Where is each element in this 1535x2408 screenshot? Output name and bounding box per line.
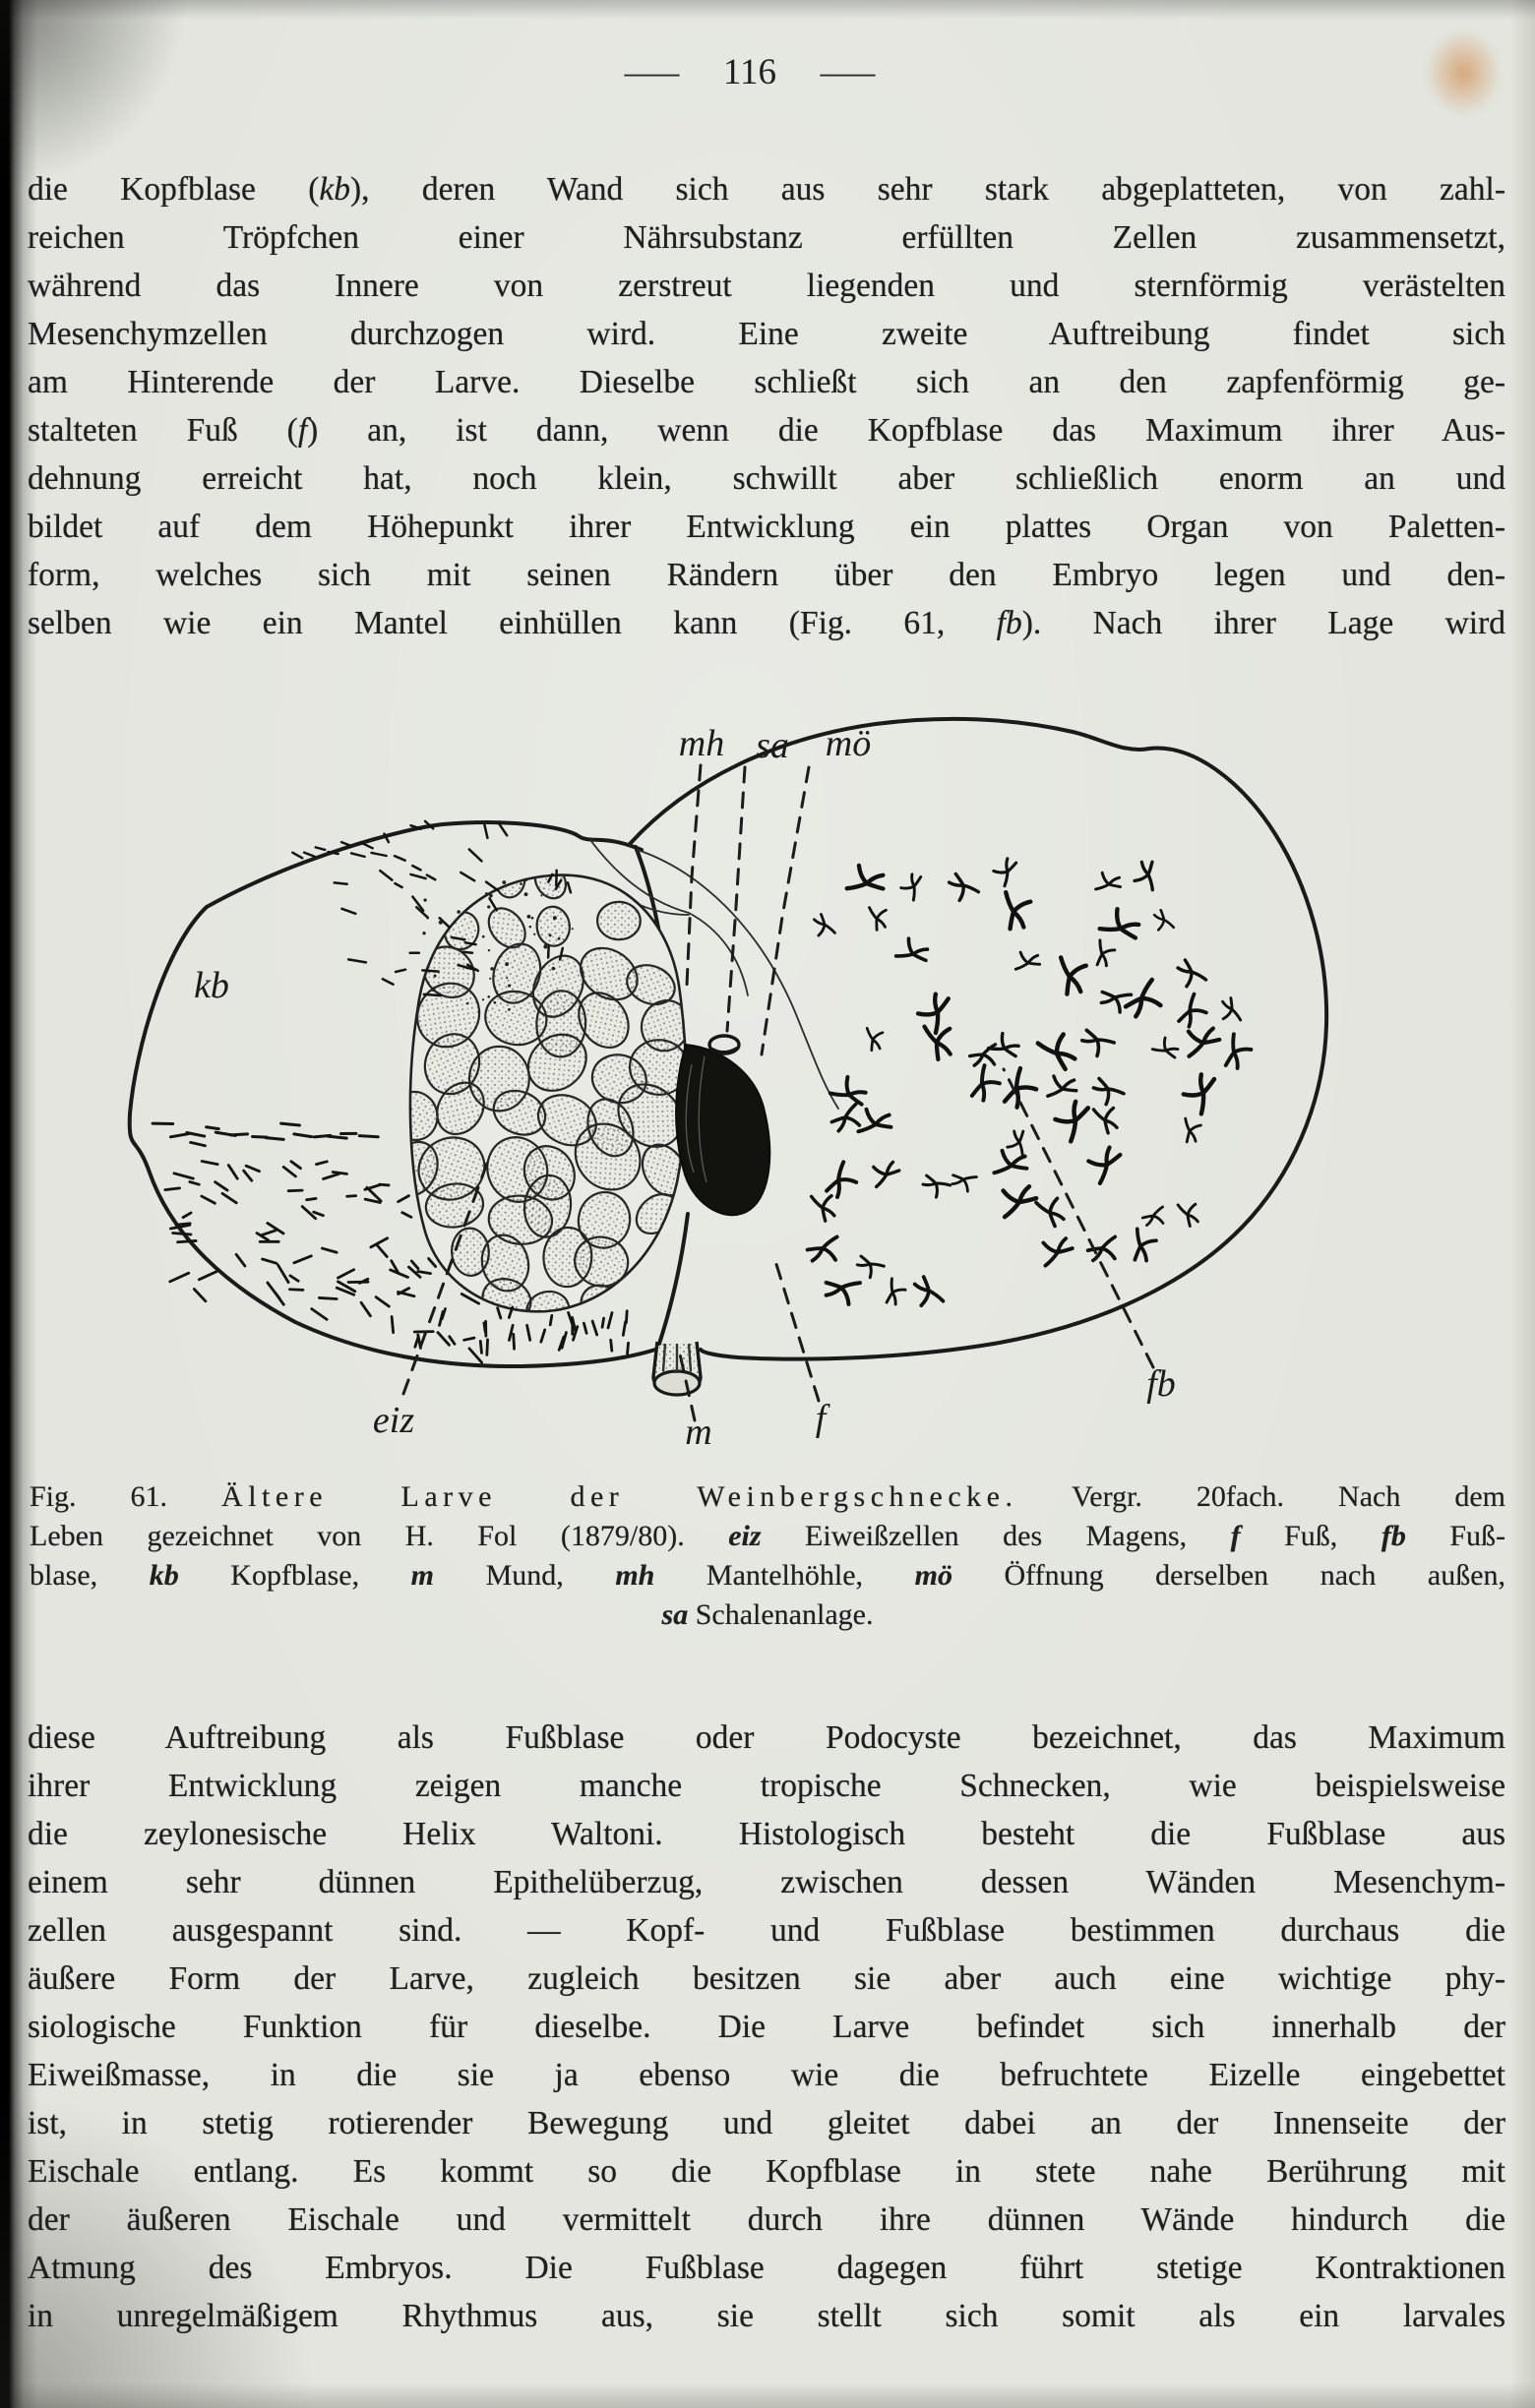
page-header [0, 51, 1500, 93]
paragraph-upper: die Kopfblase (kb), deren Wand sich aus sehr stark abgeplatteten, von zahl- reichen Tröpfchen einer Nährsubstanz erfüllten Zellen zusammensetzt, während das Innere von zerstreut liegenden und sternförmig verästelten Mesenchymzellen durchzogen wird. Eine zweite Auftreibung findet sich am Hinterende der Larve. Dieselbe schließt sich an den zapfenförmig ge- stalteten Fuß (f) an, ist dann, wenn die Kopfblase das Maximum ihrer Aus- dehnung erreicht hat, noch klein, schwillt aber schließlich enorm an und bildet auf dem Höhepunkt ihrer Entwicklung ein plattes Organ von Paletten- form, welches sich mit seinen Rändern über den Embryo legen und den- selben wie ein Mantel einhüllen kann (Fig. 61, fb). Nach ihrer Lage wird [28, 171, 1506, 641]
larva-drawing [0, 661, 1535, 1448]
paragraph-lower: diese Auftreibung als Fußblase oder Podocyste bezeichnet, das Maximum ihrer Entwicklung zeigen manche tropische Schnecken, wie beispielsweise die zeylonesische Helix Waltoni. Histologisch besteht die Fußblase aus einem sehr dünnen Epithelüberzug, zwischen dessen Wänden Mesenchym- zellen ausgespannt sind. — Kopf- und Fußblase bestimmen durchaus die äußere Form der Larve, zugleich besitzen sie aber auch eine wichtige phy- siologische Funktion für dieselbe. Die Larve befindet sich innerhalb der Eiweißmasse, in die sie ja ebenso wie die befruchtete Eizelle eingebettet ist, in stetig rotierender Bewegung und gleitet dabei an der Innenseite der Eischale entlang. Es kommt so die Kopfblase in stete nahe Berührung mit der äußeren Eischale und vermittelt durch ihre dünnen Wände hindurch die Atmung des Embryos. Die Fußblase dagegen führt stetige Kontraktionen in unregelmäßigem Rhythmus aus, sie stellt sich somit als ein larvales [28, 1719, 1505, 2334]
header-dash-left: — [624, 52, 680, 92]
page-number: 116 [722, 52, 777, 92]
label-fb: fb [1146, 1363, 1176, 1405]
label-f: f [815, 1398, 827, 1439]
label-eiz: eiz [372, 1400, 415, 1441]
leader-sa [727, 767, 745, 1031]
label-sa: sa [756, 725, 789, 766]
header-dash-right: — [820, 52, 876, 92]
label-mo: mö [825, 723, 872, 764]
leader-mo [762, 767, 809, 1054]
mesenchyme-cells [804, 857, 1256, 1311]
figure-caption: Fig. 61. Ältere Larve der Weinbergschnecke. Vergr. 20fach. Nach dem Leben gezeichnet von H. Fol (1879/80). eiz Eiweißzellen des Magens, f Fuß, fb Fuß- blase, kb Kopfblase, m Mund, mh Mantelhöhle, mö Öffnung derselben nach außen, sa Schalenanlage. [30, 1480, 1506, 1631]
lobe-boundary-lower [659, 1214, 688, 1344]
figure-illustration [0, 661, 1535, 1448]
label-kb: kb [194, 965, 229, 1006]
label-mh: mh [678, 723, 725, 764]
mouth-opening [654, 1371, 700, 1395]
label-m: m [685, 1412, 712, 1448]
leader-f [775, 1261, 819, 1401]
